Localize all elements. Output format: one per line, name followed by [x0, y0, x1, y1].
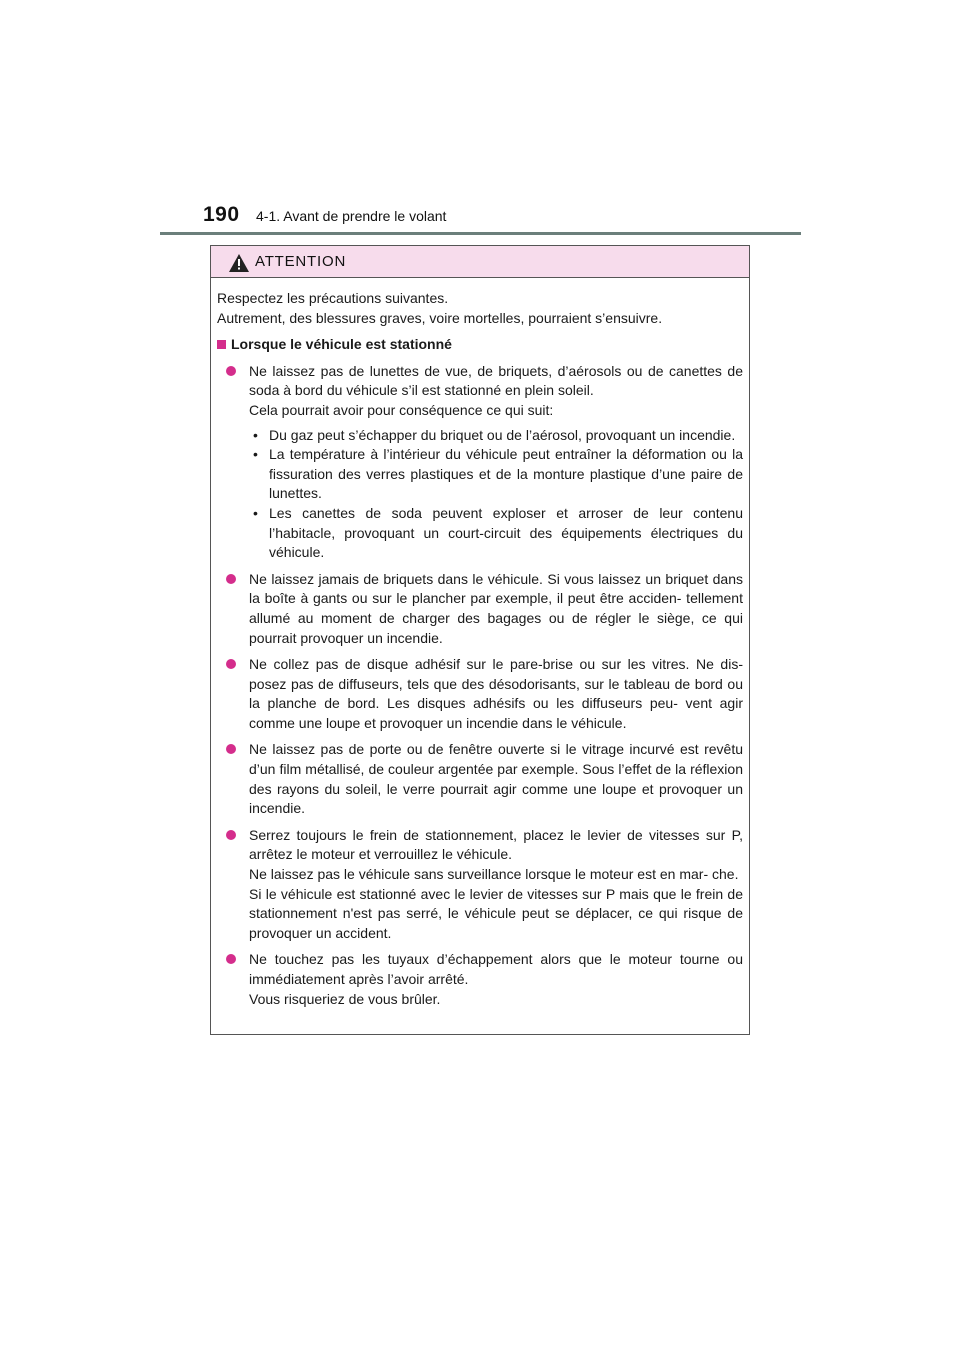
- item-text: Serrez toujours le frein de stationnement, placez le levier de vitesses sur P, arrêtez le moteur et verrouillez le véhicule.: [249, 826, 743, 863]
- section-heading: [217, 335, 743, 355]
- item-text: Ne collez pas de disque adhésif sur le pare-brise ou sur les vitres. Ne dis- posez pas de diffuseurs, tels que des désodorisants, sur le tableau de bord ou la planche de bord. Les disques adhésifs ou les diffuseurs peu- vent agir comme une loupe et provoquer un incendie dans le véhicule.: [249, 656, 743, 731]
- item-text: Cela pourrait avoir pour conséquence ce qui suit:: [249, 401, 554, 418]
- sub-bullet-list: [249, 426, 743, 563]
- list-item: [217, 570, 743, 648]
- item-text: Si le véhicule est stationné avec le levier de vitesses sur P mais que le frein de stationnement n'est pas serré, le véhicule peut se déplacer, ce qui risque de provoquer un accident.: [249, 885, 743, 941]
- header-rule: [160, 232, 801, 235]
- item-text: Ne laissez pas de porte ou de fenêtre ouverte si le vitrage incurvé est revêtu d’un film métallisé, de couleur argentée par exemple. Sous l’effet de la réflexion des rayons du soleil, le verre pourrait agir comme une loupe et provoquer un incendie.: [249, 741, 743, 817]
- section-title: 4-1. Avant de prendre le volant: [256, 208, 447, 224]
- item-text: Ne touchez pas les tuyaux d’échappement alors que le moteur tourne ou immédiatement après l’avoir arrêté.: [249, 951, 743, 987]
- list-item: [217, 655, 743, 733]
- page-number: 190: [203, 203, 240, 226]
- circle-bullet-icon: [226, 659, 236, 669]
- circle-bullet-icon: [226, 574, 236, 584]
- item-text: Ne laissez pas le véhicule sans surveillance lorsque le moteur est en mar- che.: [249, 866, 739, 883]
- caution-title: ATTENTION: [255, 253, 347, 270]
- circle-bullet-icon: [226, 744, 236, 754]
- caution-intro: [217, 289, 743, 328]
- square-bullet-icon: [217, 340, 226, 349]
- list-item: [217, 826, 743, 944]
- warning-triangle-icon: [229, 254, 249, 272]
- intro-line: Respectez les précautions suivantes.: [217, 290, 449, 306]
- bullet-icon: •: [253, 446, 258, 463]
- circle-bullet-icon: [226, 830, 236, 840]
- caution-header: [211, 246, 749, 278]
- sub-bullet: • Du gaz peut s’échapper du briquet ou de l’aérosol, provoquant un incendie.: [249, 426, 743, 446]
- item-text: Ne laissez jamais de briquets dans le véhicule. Si vous laissez un briquet dans la boîte à gants ou sur le plancher par exemple, il peut être acciden- tellement allumé au moment de charger des bagages ou de régler le siège, ce qui pourrait provoquer un incendie.: [249, 570, 743, 646]
- sub-bullet: • Les canettes de soda peuvent exploser et arroser de leur contenu l’habitacle, provoquant un court-circuit des équipements électriques du véhicule.: [249, 504, 743, 563]
- list-item: [217, 362, 743, 563]
- bullet-icon: •: [253, 504, 258, 521]
- sub-bullet: • La température à l’intérieur du véhicule peut entraîner la déformation ou la fissuration des verres plastiques et de la monture plastique d’une paire de lunettes.: [249, 445, 743, 504]
- list-item: [217, 740, 743, 818]
- circle-bullet-icon: [226, 954, 236, 964]
- item-text: Vous risqueriez de vous brûler.: [249, 990, 441, 1007]
- circle-bullet-icon: [226, 366, 236, 376]
- caution-box: [210, 245, 750, 1035]
- heading-text: Lorsque le véhicule est stationné: [231, 336, 452, 353]
- intro-line: Autrement, des blessures graves, voire mortelles, pourraient s’ensuivre.: [217, 309, 663, 326]
- item-text: Ne laissez pas de lunettes de vue, de briquets, d’aérosols ou de canettes de soda à bord du véhicule s’il est stationné en plein soleil.: [249, 362, 743, 399]
- bullet-icon: •: [253, 426, 258, 443]
- list-item: [217, 950, 743, 1009]
- caution-content: [211, 278, 749, 1009]
